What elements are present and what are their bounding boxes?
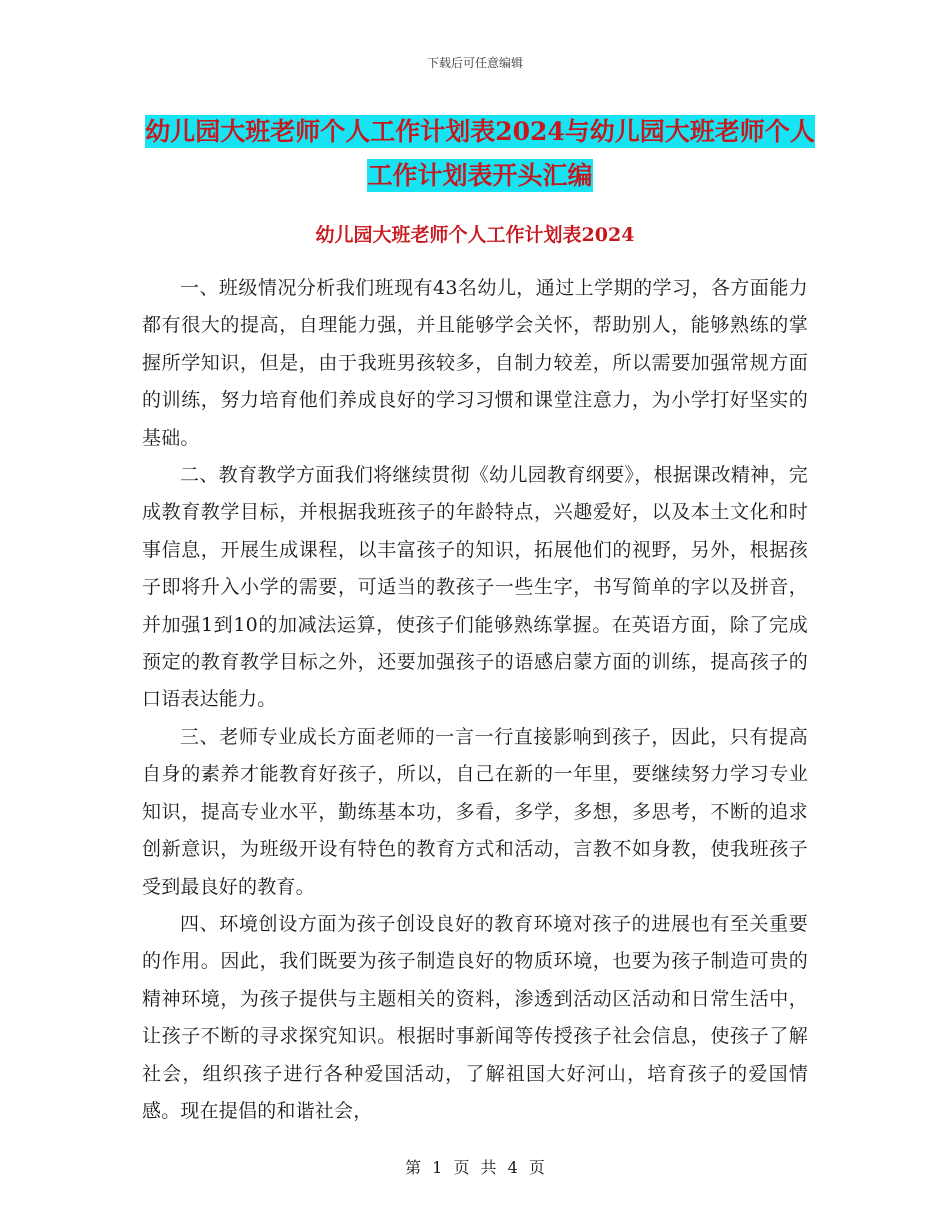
page-number: 第 1 页 共 4 页 bbox=[405, 1158, 545, 1177]
paragraph-teacher-growth: 三、老师专业成长方面老师的一言一行直接影响到孩子，因此，只有提高自身的素养才能教育好孩子，所以，自己在新的一年里，要继续努力学习专业知识，提高专业水平，勤练基本功，多看，多学，多想，多思考，不断的追求创新意识，为班级开设有特色的教育方式和活动，言教不如身教，使我班孩子受到最良好的教育。 bbox=[142, 725, 808, 898]
document-body bbox=[142, 270, 808, 1130]
document-title-text: 幼儿园大班老师个人工作计划表2024与幼儿园大班老师个人工作计划表开头汇编 bbox=[145, 117, 815, 190]
section-title: 幼儿园大班老师个人工作计划表2024 bbox=[315, 224, 635, 246]
paragraph-environment: 四、环境创设方面为孩子创设良好的教育环境对孩子的进展也有至关重要的作用。因此，我们既要为孩子制造良好的物质环境，也要为孩子制造可贵的精神环境，为孩子提供与主题相关的资料，渗透到活动区活动和日常生活中，让孩子不断的寻求探究知识。根据时事新闻等传授孩子社会信息，使孩子了解社会，组织孩子进行各种爱国活动，了解祖国大好河山，培育孩子的爱国情感。现在提倡的和谐社会， bbox=[142, 912, 808, 1122]
document-title bbox=[140, 110, 820, 198]
paragraph-education-teaching: 二、教育教学方面我们将继续贯彻《幼儿园教育纲要》，根据课改精神，完成教育教学目标，并根据我班孩子的年龄特点，兴趣爱好，以及本土文化和时事信息，开展生成课程，以丰富孩子的知识，拓展他们的视野，另外，根据孩子即将升入小学的需要，可适当的教孩子一些生字，书写简单的字以及拼音，并加强1到10的加减法运算，使孩子们能够熟练掌握。在英语方面，除了完成预定的教育教学目标之外，还要加强孩子的语感启蒙方面的训练，提高孩子的口语表达能力。 bbox=[142, 464, 808, 711]
paragraph-class-analysis: 一、班级情况分析我们班现有43名幼儿，通过上学期的学习，各方面能力都有很大的提高，自理能力强，并且能够学会关怀，帮助别人，能够熟练的掌握所学知识，但是，由于我班男孩较多，自制力较差，所以需要加强常规方面的训练，努力培育他们养成良好的学习习惯和课堂注意力，为小学打好坚实的基础。 bbox=[142, 277, 808, 449]
page-header-note: 下载后可任意编辑 bbox=[426, 56, 523, 70]
